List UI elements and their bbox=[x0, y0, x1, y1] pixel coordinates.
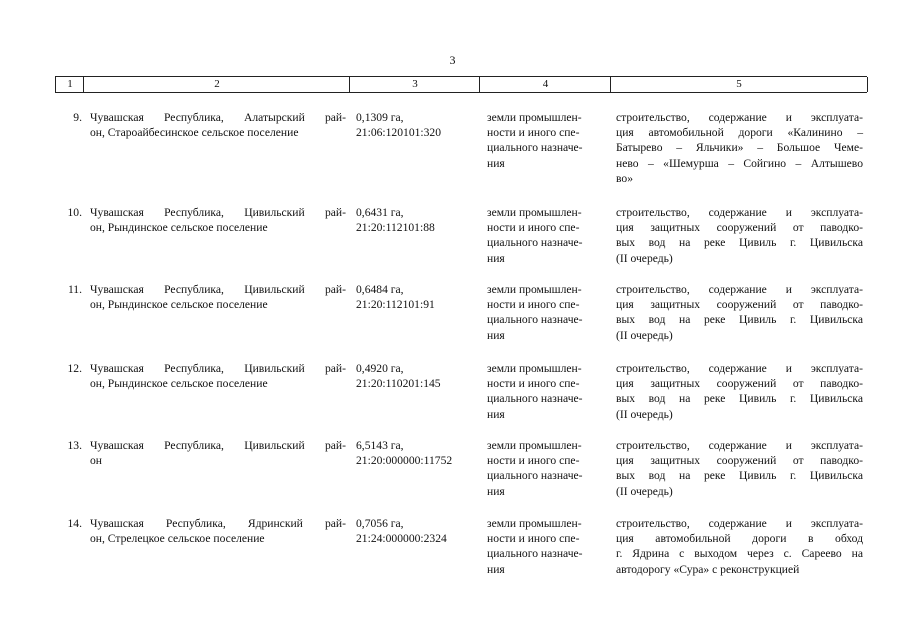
cell-line: ния bbox=[487, 562, 505, 576]
land-category-cell bbox=[487, 438, 605, 499]
row-number: 12. bbox=[67, 362, 82, 375]
column-header-2: 2 bbox=[83, 77, 350, 92]
cell-line: земли промышлен- bbox=[487, 206, 582, 219]
cell-line: земли промышлен- bbox=[487, 439, 582, 452]
cell-line: ция защитных сооружений от паводко- bbox=[616, 298, 863, 312]
cell-line: ности и иного спе- bbox=[487, 532, 580, 546]
location-cell bbox=[90, 438, 346, 468]
cell-line: он, Стрелецкое сельское поселение bbox=[90, 532, 265, 546]
land-category-cell bbox=[487, 516, 605, 577]
purpose-cell bbox=[616, 282, 863, 343]
cell-line: Чувашская Республика, Цивильский рай- bbox=[90, 439, 346, 452]
cell-line: 0,7056 га, bbox=[356, 517, 404, 530]
cell-line: циального назначе- bbox=[487, 141, 583, 155]
location-cell bbox=[90, 110, 346, 140]
location-cell bbox=[90, 205, 346, 235]
cell-line: ния bbox=[487, 407, 505, 421]
cell-line: Чувашская Республика, Ядринский рай- bbox=[90, 517, 346, 530]
cell-line: земли промышлен- bbox=[487, 517, 582, 530]
cell-line: он, Староайбесинское сельское поселение bbox=[90, 126, 299, 140]
cell-line: вых вод на реке Цивиль г. Цивильска bbox=[616, 236, 863, 250]
column-header-4: 4 bbox=[479, 77, 611, 92]
cell-line: ности и иного спе- bbox=[487, 221, 580, 235]
cell-line: строительство, содержание и эксплуата- bbox=[616, 283, 863, 296]
cell-line: он, Рындинское сельское поселение bbox=[90, 298, 268, 312]
cell-line: 21:20:000000:11752 bbox=[356, 454, 453, 468]
cell-line: земли промышлен- bbox=[487, 283, 582, 296]
row-number: 9. bbox=[73, 111, 82, 124]
area-cell bbox=[356, 516, 476, 546]
cell-line: ности и иного спе- bbox=[487, 298, 580, 312]
cell-line: ния bbox=[487, 251, 505, 265]
cell-line: Чувашская Республика, Цивильский рай- bbox=[90, 206, 346, 219]
cell-line: 0,1309 га, bbox=[356, 111, 404, 124]
row-number: 14. bbox=[67, 517, 82, 530]
cell-line: земли промышлен- bbox=[487, 111, 582, 124]
cell-line: ция защитных сооружений от паводко- bbox=[616, 377, 863, 391]
table-header bbox=[55, 76, 867, 93]
cell-line: 0,6431 га, bbox=[356, 206, 404, 219]
cell-line: ция автомобильной дороги «Калинино – bbox=[616, 126, 863, 140]
cell-line: он, Рындинское сельское поселение bbox=[90, 221, 268, 235]
cell-line: ности и иного спе- bbox=[487, 377, 580, 391]
cell-line: 21:20:112101:91 bbox=[356, 298, 435, 312]
cell-line: 0,4920 га, bbox=[356, 362, 404, 375]
cell-line: Чувашская Республика, Цивильский рай- bbox=[90, 362, 346, 375]
purpose-cell bbox=[616, 438, 863, 499]
purpose-cell bbox=[616, 205, 863, 266]
cell-line: вых вод на реке Цивиль г. Цивильска bbox=[616, 313, 863, 327]
cell-line: 21:24:000000:2324 bbox=[356, 532, 447, 546]
cell-line: (II очередь) bbox=[616, 484, 673, 498]
cell-line: Чувашская Республика, Цивильский рай- bbox=[90, 283, 346, 296]
cell-line: строительство, содержание и эксплуата- bbox=[616, 206, 863, 219]
row-number: 10. bbox=[67, 206, 82, 219]
cell-line: циального назначе- bbox=[487, 313, 583, 327]
cell-line: строительство, содержание и эксплуата- bbox=[616, 517, 863, 530]
area-cell bbox=[356, 205, 476, 235]
cell-line: вых вод на реке Цивиль г. Цивильска bbox=[616, 469, 863, 483]
area-cell bbox=[356, 110, 476, 140]
cell-line: 21:06:120101:320 bbox=[356, 126, 442, 140]
cell-line: строительство, содержание и эксплуата- bbox=[616, 362, 863, 375]
cell-line: ности и иного спе- bbox=[487, 454, 580, 468]
cell-line: вых вод на реке Цивиль г. Цивильска bbox=[616, 392, 863, 406]
area-cell bbox=[356, 282, 476, 312]
row-number: 13. bbox=[67, 439, 82, 452]
cell-line: (II очередь) bbox=[616, 407, 673, 421]
area-cell bbox=[356, 438, 476, 468]
cell-line: 21:20:110201:145 bbox=[356, 377, 441, 391]
cell-line: строительство, содержание и эксплуата- bbox=[616, 439, 863, 452]
cell-line: Чувашская Республика, Алатырский рай- bbox=[90, 111, 346, 124]
purpose-cell bbox=[616, 361, 863, 422]
cell-line: во» bbox=[616, 171, 633, 185]
cell-line: ния bbox=[487, 156, 505, 170]
cell-line: строительство, содержание и эксплуата- bbox=[616, 111, 863, 124]
cell-line: циального назначе- bbox=[487, 547, 583, 561]
cell-line: (II очередь) bbox=[616, 251, 673, 265]
cell-line: ция автомобильной дороги в обход bbox=[616, 532, 863, 546]
location-cell bbox=[90, 282, 346, 312]
cell-line: нево – «Шемурша – Сойгино – Алтышево bbox=[616, 156, 863, 170]
land-category-cell bbox=[487, 205, 605, 266]
cell-line: циального назначе- bbox=[487, 236, 583, 250]
cell-line: (II очередь) bbox=[616, 328, 673, 342]
cell-line: 6,5143 га, bbox=[356, 439, 404, 452]
column-header-5: 5 bbox=[610, 77, 868, 92]
column-header-1: 1 bbox=[55, 77, 84, 92]
location-cell bbox=[90, 361, 346, 391]
cell-line: г. Ядрина с выходом через с. Сареево на bbox=[616, 547, 863, 561]
cell-line: он, Рындинское сельское поселение bbox=[90, 377, 268, 391]
cell-line: 0,6484 га, bbox=[356, 283, 404, 296]
cell-line: ция защитных сооружений от паводко- bbox=[616, 454, 863, 468]
land-category-cell bbox=[487, 282, 605, 343]
row-number: 11. bbox=[67, 283, 82, 296]
location-cell bbox=[90, 516, 346, 546]
cell-line: земли промышлен- bbox=[487, 362, 582, 375]
area-cell bbox=[356, 361, 476, 391]
purpose-cell bbox=[616, 110, 863, 186]
cell-line: циального назначе- bbox=[487, 469, 583, 483]
cell-line: он bbox=[90, 454, 103, 468]
purpose-cell bbox=[616, 516, 863, 577]
cell-line: ция защитных сооружений от паводко- bbox=[616, 221, 863, 235]
cell-line: 21:20:112101:88 bbox=[356, 221, 435, 235]
cell-line: ния bbox=[487, 328, 505, 342]
cell-line: Батырево – Яльчики» – Большое Чеме- bbox=[616, 141, 863, 155]
column-header-3: 3 bbox=[349, 77, 480, 92]
cell-line: ности и иного спе- bbox=[487, 126, 580, 140]
land-category-cell bbox=[487, 361, 605, 422]
cell-line: циального назначе- bbox=[487, 392, 583, 406]
page-number: 3 bbox=[449, 53, 456, 67]
land-category-cell bbox=[487, 110, 605, 171]
cell-line: автодорогу «Сура» с реконструкцией bbox=[616, 562, 800, 576]
cell-line: ния bbox=[487, 484, 505, 498]
